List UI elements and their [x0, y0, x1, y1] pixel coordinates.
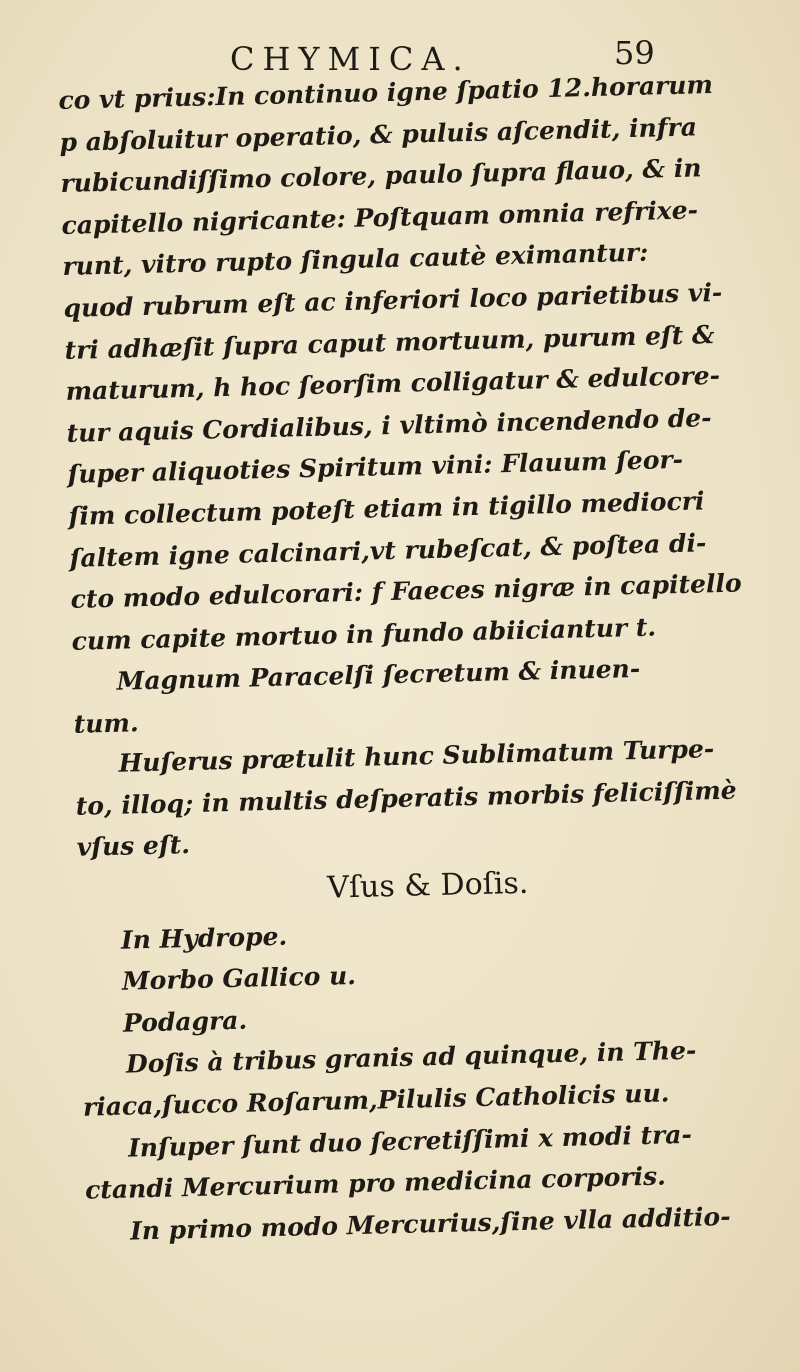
- page-number: 59: [614, 34, 655, 72]
- text-line: to, illoq; in multis deſperatis morbis feliciſſimè: [75, 775, 737, 821]
- text-line: Doſis à tribus granis ad quinque, in The-: [125, 1036, 697, 1080]
- text-line: co vt prius:In continuo igne ſpatio 12.horarum: [58, 70, 714, 115]
- text-line: ſim collectum poteſt etiam in tigillo mediocri: [68, 486, 705, 531]
- text-line: tur aquis Cordialibus, i vltimò incendendo de-: [66, 402, 712, 448]
- running-head: CHYMICA.: [230, 40, 471, 78]
- usus-dosis-heading: Vſus & Doſis.: [326, 865, 529, 906]
- text-line: Inſuper ſunt duo ſecretiſſimi x modi tra-: [127, 1119, 693, 1163]
- section-title-line: Magnum Paracelſi ſecretum & inuen-: [116, 654, 641, 697]
- usus-item: In Hydrope.: [120, 921, 288, 955]
- text-line: maturum, h hoc ſeorſim colligatur & edulcore-: [65, 361, 721, 407]
- body-text: [58, 64, 742, 1253]
- text-line: cum capite mortuo in fundo abiiciantur t.: [71, 612, 657, 656]
- text-line: quod rubrum eſt ac inferiori loco parietibus vi-: [63, 277, 723, 323]
- text-line: ctandi Mercurium pro medicina corporis.: [84, 1161, 667, 1205]
- text-line: vſus eſt.: [76, 830, 191, 862]
- text-line: cto modo edulcorari: f Faeces nigræ in capitello: [70, 568, 742, 614]
- text-line: runt, vitro rupto ſingula cautè eximantur:: [62, 238, 649, 282]
- text-line: capitello nigricante: Poſtquam omnia refrixe-: [61, 195, 699, 240]
- text-line: rubicundiſſimo colore, paulo ſupra flauo, & in: [60, 153, 702, 199]
- text-line: p abſoluitur operatio, & puluis aſcendit, infra: [59, 112, 698, 157]
- text-line: Huſerus prætulit hunc Sublimatum Turpe-: [118, 734, 715, 778]
- usus-item: Morbo Gallico u.: [121, 961, 357, 996]
- text-line: ſuper aliquoties Spiritum vini: Flauum ſeor-: [67, 445, 684, 490]
- usus-item: Podagra.: [122, 1005, 248, 1038]
- text-line: In primo modo Mercurius,ſine vlla additio-: [129, 1201, 731, 1246]
- text-line: ſaltem igne calcinari,vt rubeſcat, & poſtea di-: [69, 527, 707, 573]
- text-line: riaca,ſucco Roſarum,Pilulis Catholicis uu.: [82, 1078, 670, 1122]
- text-line: tri adhæſit ſupra caput mortuum, purum eſt &: [64, 319, 715, 365]
- section-title-line: tum.: [73, 708, 139, 739]
